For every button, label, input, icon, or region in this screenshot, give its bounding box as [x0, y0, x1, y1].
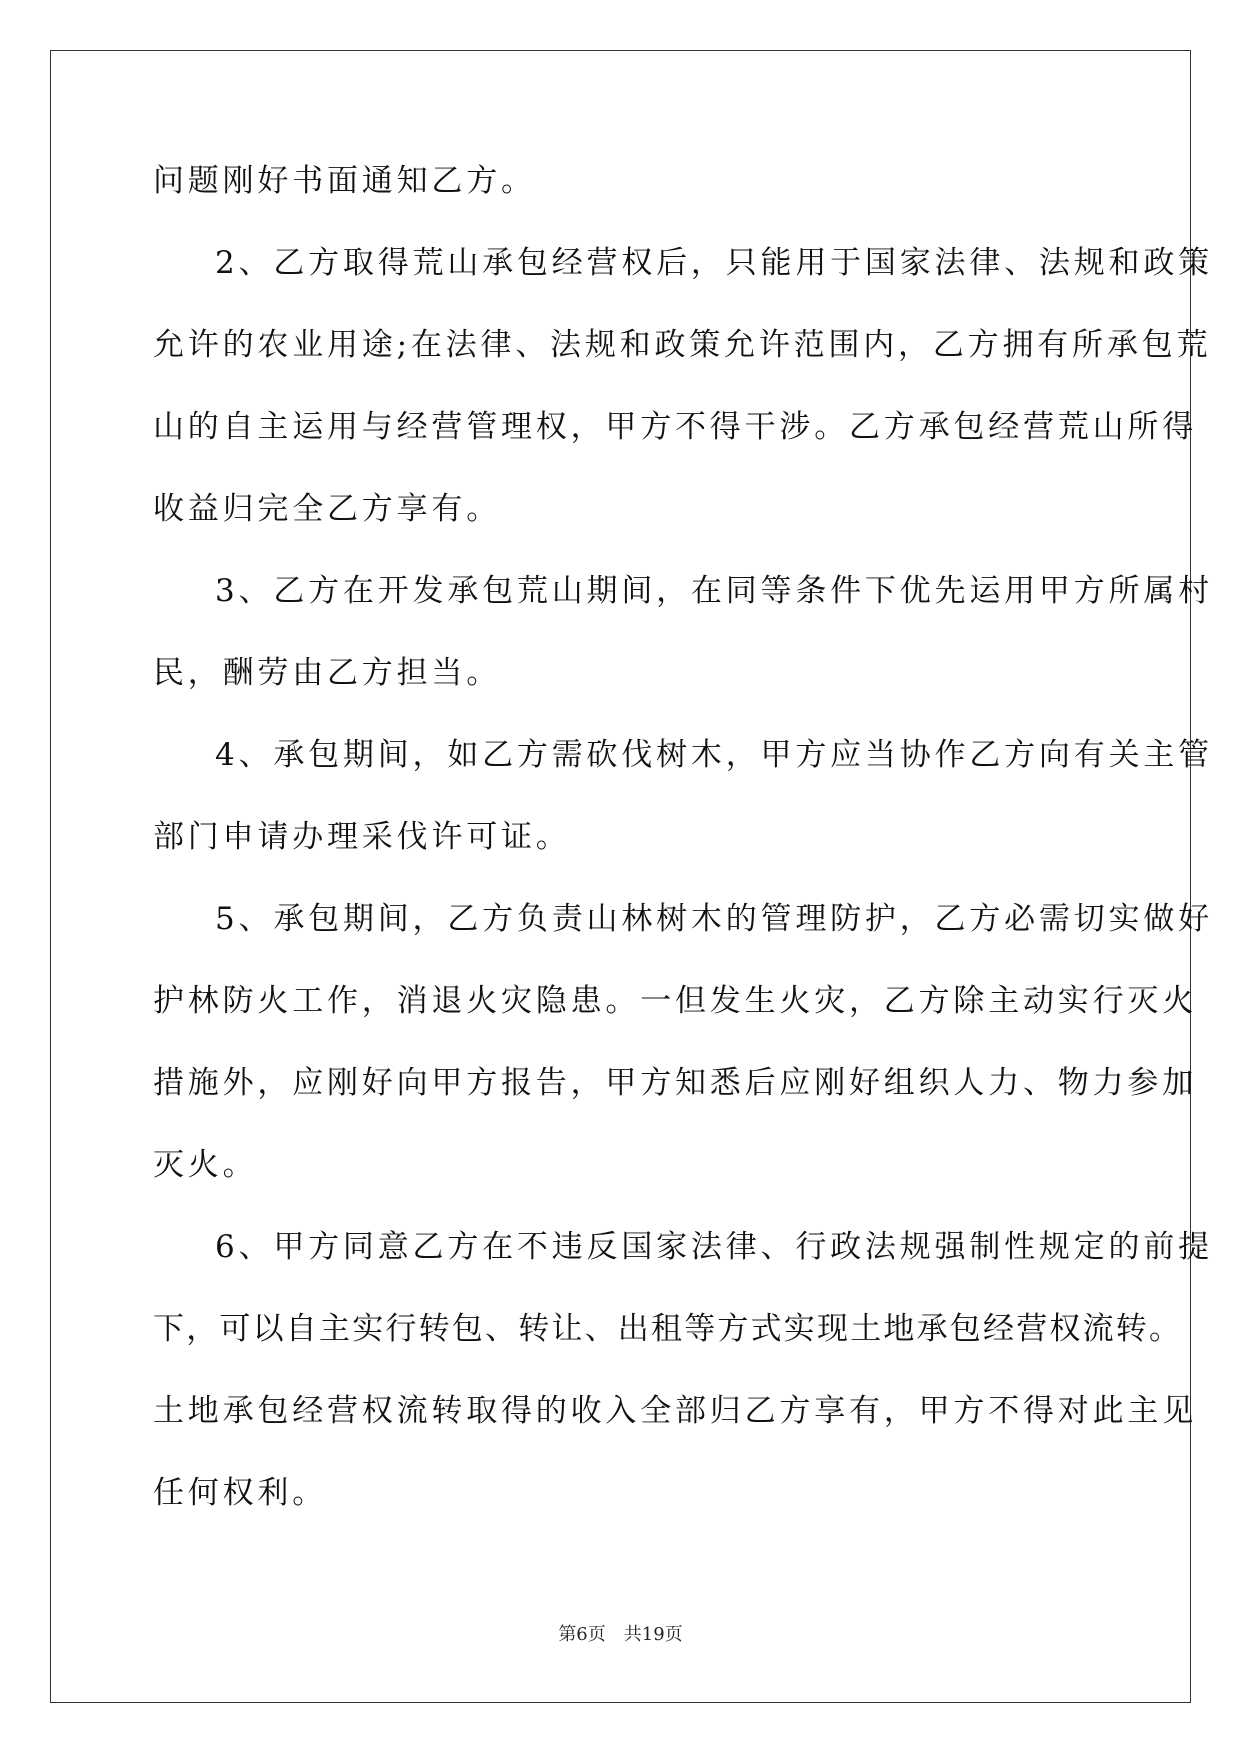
text-line: 部门申请办理采伐许可证。	[153, 819, 571, 855]
text-line: 护林防火工作，消退火灾隐患。一但发生火灾，乙方除主动实行灭火	[153, 983, 1197, 1019]
text-line: 任何权利。	[153, 1475, 327, 1511]
text-line: 3、乙方在开发承包荒山期间，在同等条件下优先运用甲方所属村	[215, 573, 1213, 609]
text-line: 措施外，应刚好向甲方报告，甲方知悉后应刚好组织人力、物力参加	[153, 1065, 1197, 1101]
text-line: 收益归完全乙方享有。	[153, 491, 501, 527]
text-line: 山的自主运用与经营管理权，甲方不得干涉。乙方承包经营荒山所得	[153, 409, 1197, 445]
text-line: 民，酬劳由乙方担当。	[153, 655, 501, 691]
text-line: 4、承包期间，如乙方需砍伐树木，甲方应当协作乙方向有关主管	[215, 737, 1213, 773]
text-line: 允许的农业用途;在法律、法规和政策允许范围内，乙方拥有所承包荒	[153, 327, 1212, 363]
document-body	[153, 159, 1213, 1553]
text-line: 灭火。	[153, 1147, 258, 1183]
page-footer	[0, 1620, 1241, 1646]
text-line: 2、乙方取得荒山承包经营权后，只能用于国家法律、法规和政策	[215, 245, 1213, 281]
text-line: 问题刚好书面通知乙方。	[153, 163, 536, 199]
text-line: 土地承包经营权流转取得的收入全部归乙方享有，甲方不得对此主见	[153, 1393, 1197, 1429]
page-number-label: 第6页 共19页	[558, 1624, 683, 1645]
text-line: 下，可以自主实行转包、转让、出租等方式实现土地承包经营权流转。	[153, 1311, 1183, 1347]
text-line: 6、甲方同意乙方在不违反国家法律、行政法规强制性规定的前提	[215, 1229, 1213, 1265]
text-line: 5、承包期间，乙方负责山林树木的管理防护，乙方必需切实做好	[215, 901, 1213, 937]
